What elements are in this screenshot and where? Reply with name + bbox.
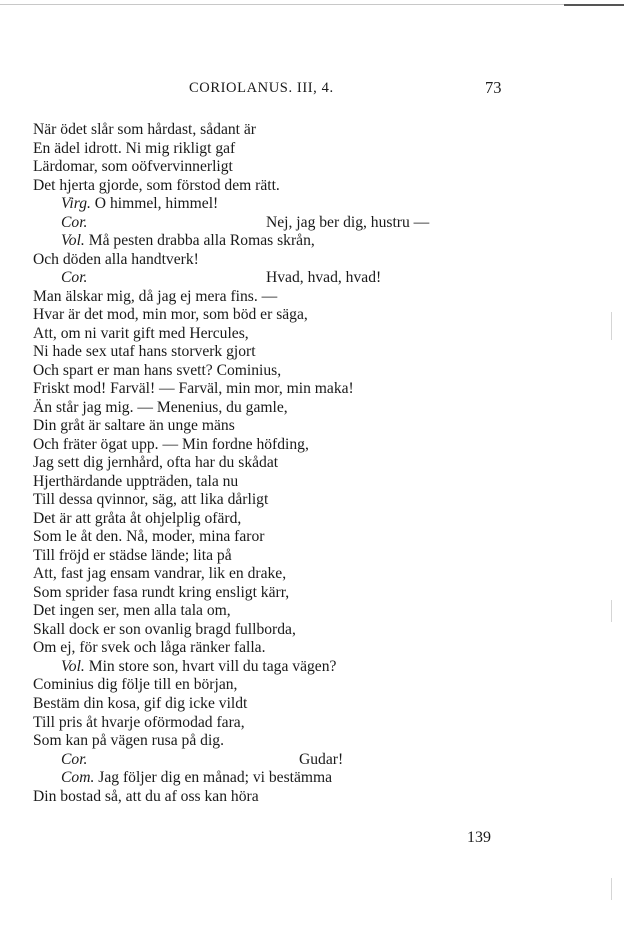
line-text: Nej, jag ber dig, hustru — <box>266 213 430 231</box>
line-text: Friskt mod! Farväl! — Farväl, min mor, min maka! <box>33 380 354 398</box>
speaker-name: Com. <box>61 769 95 787</box>
page-header <box>0 80 624 100</box>
line-text: Det hjerta gjorde, som förstod dem rätt. <box>33 176 280 194</box>
verse-line <box>33 362 503 381</box>
line-text: Min store son, hvart vill du taga vägen? <box>88 657 337 675</box>
line-text: Än står jag mig. — Menenius, du gamle, <box>33 398 288 416</box>
verse-line <box>33 695 503 714</box>
line-text: Och spart er man hans svett? Cominius, <box>33 361 282 379</box>
line-text: När ödet slår som hårdast, sådant är <box>33 121 257 138</box>
verse-line <box>33 417 503 436</box>
verse-line <box>33 177 503 196</box>
verse-line <box>33 140 503 159</box>
line-text: En ädel idrott. Ni mig rikligt gaf <box>33 139 236 157</box>
line-text: Skall dock er son ovanlig bragd fullborda, <box>33 620 296 638</box>
verse-line <box>33 288 503 307</box>
verse-line <box>33 528 503 547</box>
verse-line <box>33 436 503 455</box>
margin-mark <box>611 312 612 340</box>
verse-line <box>33 639 503 658</box>
verse-line <box>33 769 503 788</box>
verse-line <box>33 251 503 270</box>
verse-line <box>33 232 503 251</box>
verse-line <box>33 732 503 751</box>
line-text: Jag följer dig en månad; vi bestämma <box>98 769 333 787</box>
verse-line <box>33 565 503 584</box>
verse-line <box>33 399 503 418</box>
line-text: Cominius dig följe till en början, <box>33 676 238 694</box>
speaker-name: Virg. <box>61 195 91 213</box>
line-text: Om ej, för svek och låga ränker falla. <box>33 639 266 657</box>
line-text: Gudar! <box>299 750 344 768</box>
line-text: Och fräter ögat upp. — Min fordne höfding, <box>33 435 309 453</box>
verse-line <box>33 658 503 677</box>
verse-text <box>33 121 503 806</box>
verse-line <box>33 676 503 695</box>
line-text: Det är att gråta åt ohjelplig ofärd, <box>33 509 242 527</box>
line-text: Lärdomar, som oöfvervinnerligt <box>33 158 233 176</box>
line-text: Hvar är det mod, min mor, som böd er säga, <box>33 306 308 324</box>
verse-line <box>33 195 503 214</box>
line-text: Som sprider fasa rundt kring ensligt kärr, <box>33 583 290 601</box>
verse-line <box>33 454 503 473</box>
verse-line <box>33 547 503 566</box>
verse-line <box>33 510 503 529</box>
running-head: CORIOLANUS. III, 4. <box>189 80 334 96</box>
line-text: Hjerthärdande uppträden, tala nu <box>33 472 239 490</box>
line-text: Att, fast jag ensam vandrar, lik en drake, <box>33 565 287 583</box>
verse-line <box>33 491 503 510</box>
verse-line <box>33 714 503 733</box>
top-rule-mark <box>564 4 624 6</box>
verse-line <box>33 602 503 621</box>
line-text: Man älskar mig, då jag ej mera fins. — <box>33 287 278 305</box>
line-text: Det ingen ser, men alla tala om, <box>33 602 231 620</box>
line-text: Och döden alla handtverk! <box>33 250 199 268</box>
line-text: Din gråt är saltare än unge mäns <box>33 417 235 435</box>
line-text: Till fröjd er städse lände; lita på <box>33 546 232 564</box>
verse-line <box>33 788 503 807</box>
line-text: Till pris åt hvarje oförmodad fara, <box>33 713 245 731</box>
speaker-name: Cor. <box>61 750 88 768</box>
margin-mark <box>611 878 612 900</box>
verse-line <box>33 325 503 344</box>
line-text: Som le åt den. Nå, moder, mina faror <box>33 528 265 546</box>
line-text: Att, om ni varit gift med Hercules, <box>33 324 249 342</box>
line-text: Må pesten drabba alla Romas skrån, <box>88 232 315 250</box>
verse-line <box>33 343 503 362</box>
line-text: Din bostad så, att du af oss kan höra <box>33 787 259 805</box>
line-text: Hvad, hvad, hvad! <box>266 269 382 287</box>
top-rule <box>0 4 624 6</box>
line-text: O himmel, himmel! <box>94 195 219 213</box>
speaker-name: Vol. <box>61 232 85 250</box>
signature-number: 139 <box>467 829 491 846</box>
speaker-name: Cor. <box>61 269 88 287</box>
verse-line <box>33 621 503 640</box>
margin-mark <box>611 600 612 622</box>
speaker-name: Cor. <box>61 213 88 231</box>
line-text: Jag sett dig jernhård, ofta har du skådat <box>33 454 279 472</box>
line-text: Som kan på vägen rusa på dig. <box>33 732 224 750</box>
verse-line <box>33 269 498 288</box>
line-text: Ni hade sex utaf hans storverk gjort <box>33 343 256 361</box>
verse-line <box>33 473 503 492</box>
verse-line <box>33 751 498 770</box>
line-text: Till dessa qvinnor, säg, att lika dårligt <box>33 491 269 509</box>
line-text: Bestäm din kosa, gif dig icke vildt <box>33 694 248 712</box>
verse-line <box>33 214 498 233</box>
verse-line <box>33 121 503 140</box>
verse-line <box>33 584 503 603</box>
page-number: 73 <box>485 78 502 97</box>
verse-line <box>33 306 503 325</box>
speaker-name: Vol. <box>61 657 85 675</box>
verse-line <box>33 158 503 177</box>
verse-line <box>33 380 503 399</box>
